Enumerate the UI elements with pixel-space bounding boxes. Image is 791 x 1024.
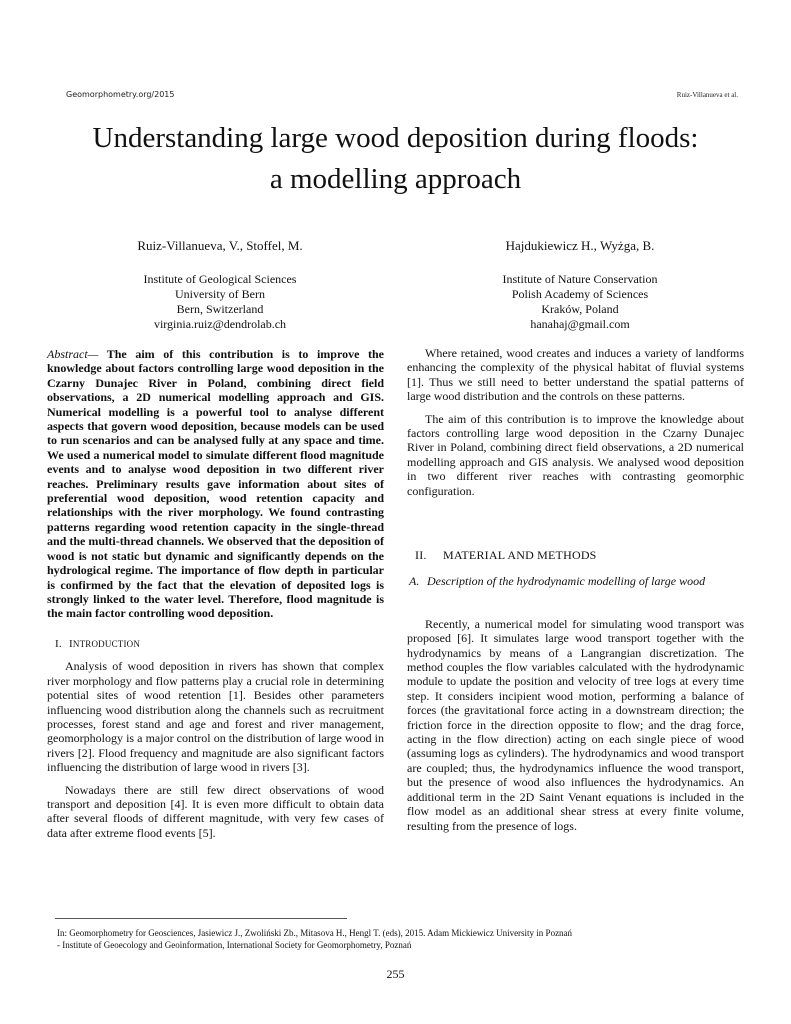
section-heading: [47, 637, 384, 651]
author-block-right: [460, 238, 700, 332]
paragraph: The aim of this contribution is to improve the knowledge about factors controlling large wood deposition in the Czarny Dunajec River in Poland, combining direct field observations, a 2D numerical modelling approach and GIS analysis. We analysed wood deposition in two different river reaches with contrasting geomorphic configuration.: [407, 411, 744, 498]
running-header-left: Geomorphometry.org/2015: [66, 90, 175, 99]
paragraph: Where retained, wood creates and induces a variety of landforms enhancing the complexity of the physical habitat of fluvial systems [1]. Thus we still need to better understand the spatial patterns of large wood distribution and the controls on these patterns.: [407, 346, 744, 404]
section-methods: [407, 548, 744, 839]
subsection-number: A.: [409, 574, 420, 589]
section-title: MATERIAL AND METHODS: [443, 548, 597, 562]
abstract-label: Abstract—: [47, 347, 99, 361]
section-heading: [407, 548, 744, 562]
affiliation-line: Bern, Switzerland: [176, 302, 264, 316]
footnote-rule: [55, 918, 347, 919]
author-names-left: Ruiz-Villanueva, V., Stoffel, M.: [137, 238, 303, 253]
subsection-heading: [407, 574, 744, 588]
affiliation-line: Institute of Geological Sciences: [143, 272, 297, 286]
author-email: hanahaj@gmail.com: [530, 317, 630, 331]
paragraph: Analysis of wood deposition in rivers has shown that complex river morphology and flow patterns play a crucial role in determining potential sites of wood retention [1]. Besides other parameters influencing wood distribution along the channels such as recruitment processes, forest stand and age and forest and river management, geomorphology is a major control on the distribution of large wood in rivers [2]. Flood frequency and magnitude are also significant factors influencing the distribution of large wood in rivers [3].: [47, 659, 384, 775]
paragraph: Recently, a numerical model for simulating wood transport was proposed [6]. It simulates large wood transport together with the hydrodynamics by means of a Langrangian discretization. The method couples the flow variables calculated with the hydrodynamic module to update the position and velocity of tree logs at every time step. It considers incipient wood motion, performing a balance of forces (the gravitational force acting in a downstream direction; the friction force in the direction opposite to flow; and the drag force, acting in the flow direction) acting on each single piece of wood (assuming logs as cylinders). The hydrodynamics and wood transport are coupled; thus, the hydrodynamics influence the wood transport, but the presence of wood also influences the hydrodynamics. An additional term in the 2D Saint Venant equations is included in the flow model as an additional shear stress at every finite volume, resulting from the presence of logs.: [407, 616, 744, 833]
affiliation-line: Institute of Nature Conservation: [502, 272, 658, 286]
footnote-line: - Institute of Geoecology and Geoinformation, International Society for Geomorphometry, Poznań: [57, 940, 412, 950]
page-number: 255: [386, 967, 405, 981]
section-introduction: [47, 637, 384, 846]
paragraph: Nowadays there are still few direct observations of wood transport and deposition [4]. It is even more difficult to obtain data after several floods of different magnitude, with very few cases of data after extreme flood events [5].: [47, 782, 384, 840]
affiliation-line: Polish Academy of Sciences: [511, 287, 649, 301]
intro-continued: [407, 346, 744, 504]
footnote-line: In: Geomorphometry for Geosciences, Jasiewicz J., Zwoliński Zb., Mitasova H., Hengl T. (eds), 2015. Adam Mickiewicz University in Poznań: [57, 928, 573, 938]
section-number: I.: [55, 638, 62, 650]
paper-title-line-1: Understanding large wood deposition during floods:: [92, 122, 699, 154]
section-number: II.: [415, 548, 427, 562]
section-title-rest: NTRODUCTION: [72, 639, 141, 649]
author-email: virginia.ruiz@dendrolab.ch: [153, 317, 287, 331]
running-header-right: Ruiz-Villanueva et al.: [676, 91, 738, 99]
paper-title-line-2: a modelling approach: [269, 163, 522, 195]
author-names-right: Hajdukiewicz H., Wyżga, B.: [505, 238, 655, 253]
subsection-title: Description of the hydrodynamic modelling of large wood: [427, 574, 706, 589]
abstract-text: The aim of this contribution is to improve the knowledge about factors controlling large wood deposition in the Czarny Dunajec River in Poland, combining direct field observations, a 2D numerical modelling approach and GIS. Numerical modelling is a powerful tool to analyse different aspects that govern wood deposition, because models can be used to run scenarios and can be analysed fully at any space and time. We used a numerical model to simulate different flood magnitude events and to analyse wood deposition in two different river reaches. Preliminary results gave information about sites of preferential wood deposition, wood retention capacity and relationships with the river morphology. We found contrasting patterns regarding wood retention capacity in the single-thread and the multi-thread channels. We observed that the deposition of wood is not static but dynamic and significantly depends on the hydrological regime. The importance of flow depth in particular is confirmed by the fact that the elevation of deposited logs is strongly linked to the water level. Therefore, flood magnitude is the main factor controlling wood deposition.: [47, 347, 384, 621]
abstract: [47, 347, 384, 621]
author-block-left: [100, 238, 340, 332]
affiliation-line: University of Bern: [175, 287, 265, 301]
affiliation-line: Kraków, Poland: [541, 302, 619, 316]
section-title-initial: I: [69, 638, 73, 650]
